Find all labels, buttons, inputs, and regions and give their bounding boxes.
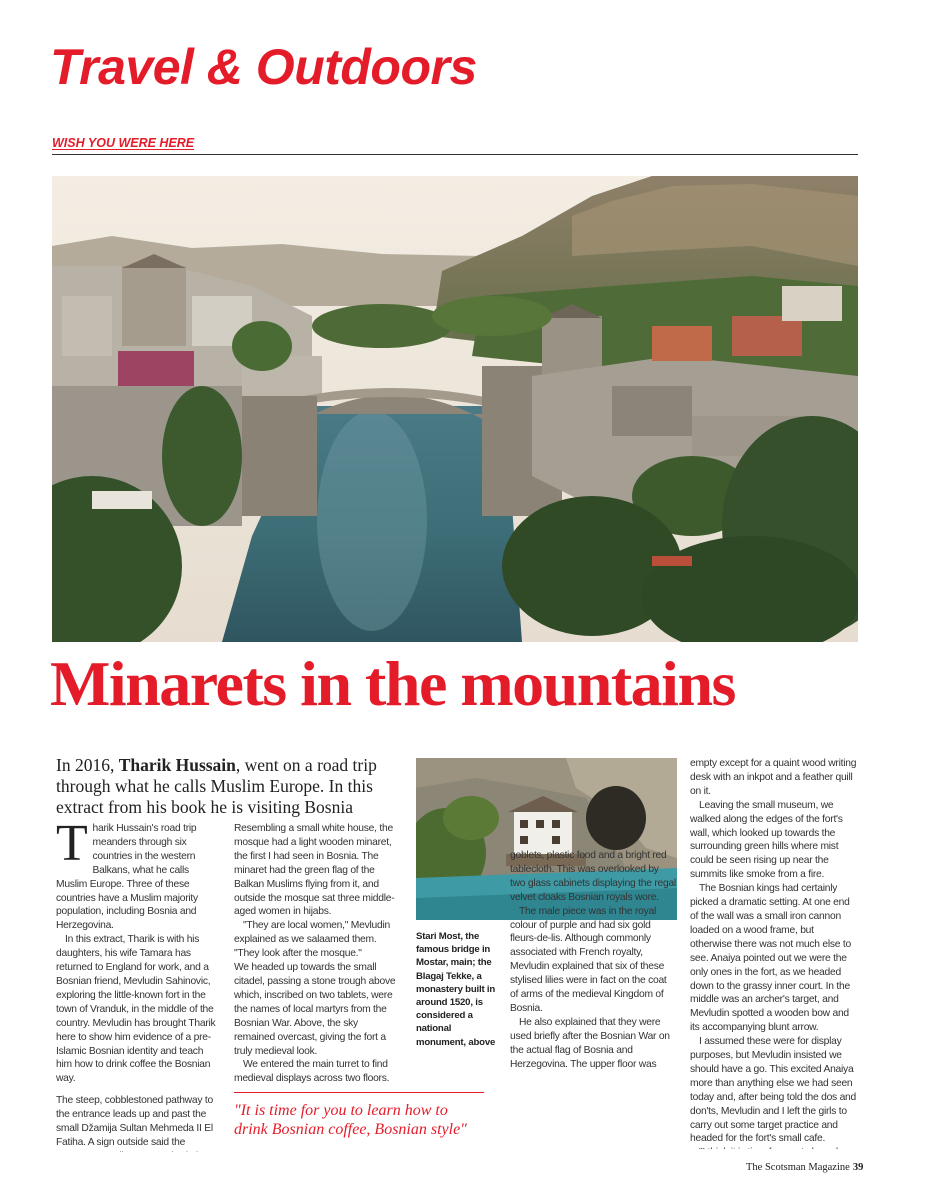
paragraph: Leaving the small museum, we walked along the edges of the fort's wall, which looked up towards the surrounding green hills where mist could be seen rising up near the summits like smoke from a fire. [690,799,843,881]
hero-photo [52,176,858,642]
paragraph [690,1146,858,1149]
paragraph: I assumed these were for display purposes, but Mevludin insisted we should have a go. This excited Anaiya more than anything else we had seen today and, after being told the dos and don'ts, Mevludin and I left the girls to carry out some target practice and headed for the fort's small cafe. [690,1036,857,1145]
headline: Minarets in the mountains [50,648,735,719]
paragraph: The Bosnian kings had certainly picked a dramatic setting. At one end of the wall was a small iron cannon loaded on a wood frame, but otherwise there was not much else to see. Anaiya pointed out we were the only ones in the fort, as we headed down to the grassy inner court. In the middle was an archer's target, and Mevludin spotted a wooden bow and its accompanying blunt arrow. [690,883,851,1034]
photo-caption: Stari Most, the famous bridge in Mostar, main; the Blagaj Tekke, a monastery built in around 1520, is considered a national monument, above [416,931,496,1048]
header-rule [52,154,858,155]
paragraph: The male piece was in the royal colour of purple and had six gold fleurs-de-lis. Although commonly associated with French royalty, Mevludin explained that six of these stylised lilies were in fact on the coat of arms of the medieval Kingdom of Bosnia. [510,905,667,1014]
body-column-4 [690,757,858,1149]
drop-cap: T [56,822,88,872]
page-footer [746,1162,863,1173]
paragraph: We entered the main turret to find medieval displays across two floors. [234,1059,390,1084]
paragraph: He also explained that they were used briefly after the Bosnian War on the actual flag of Bosnia and Herzegovina. The upper floor was [510,1016,670,1070]
standfirst-author: Tharik Hussain [118,755,236,775]
paragraph: We headed up towards the small citadel, passing a stone trough above which, inscribed on two tablets, were the names of local martyrs from the Bosnian War. Above, the sky remained overcast, giving the fort a truly medieval look. [234,962,396,1057]
pull-quote: "It is time for you to learn how to drink Bosnian coffee, Bosnian style" [234,1092,484,1139]
publication-name: The Scotsman Magazine [746,1162,850,1173]
paragraph: Resembling a small white house, the mosque had a light wooden minaret, the first I had seen in Bosnia. The minaret had the green flag of the Balkan Muslims flying from it, and outside the mosque sat three middle-aged women in hijabs. [234,823,395,918]
page-number: 39 [852,1162,864,1173]
paragraph: "They are local women," Mevludin explained as we salaamed them. "They look after the mosque." [234,920,390,960]
kicker: WISH YOU WERE HERE [52,136,195,150]
section-title: Travel & Outdoors [50,39,477,95]
body-column-3 [510,849,676,1149]
paragraph: In this extract, Tharik is with his daughters, his wife Tamara has returned to England for work, and a Bosnian friend, Mevludin Sahinovic, exploring the little-known fort in the town of Vranduk, in the middle of the country. Mevludin has brought Tharik here to show him evidence of a pre-Islamic Bosnian identity and teach him how to drink coffee the Bosnian way. [56,934,216,1085]
mostar-bridge-illustration [52,176,858,642]
paragraph: harik Hussain's road trip meanders through six countries in the western Balkans, what he calls Muslim Europe. Three of these countries have a Muslim majority population, including Bosnia and Herzegovina. [56,823,198,932]
standfirst-pre: In 2016, [56,755,119,775]
body-column-1 [56,822,218,1152]
standfirst [56,755,402,818]
paragraph: empty except for a quaint wood writing desk with an inkpot and a feather quill on it. [690,758,857,797]
paragraph: goblets, plastic food and a bright red tablecloth. This was overlooked by two glass cabinets displaying the regal velvet cloaks Bosnian royals wore. [510,850,676,903]
standfirst-post: , went on a road trip through what he calls Muslim Europe. In this extract from his book he is visiting Bosnia [56,755,377,817]
paragraph: The steep, cobblestoned pathway to the entrance leads up and past the small Džamija Sultan Mehmeda II El Fatiha. A sign outside said the [56,1095,213,1148]
body-column-2 [234,822,396,1084]
